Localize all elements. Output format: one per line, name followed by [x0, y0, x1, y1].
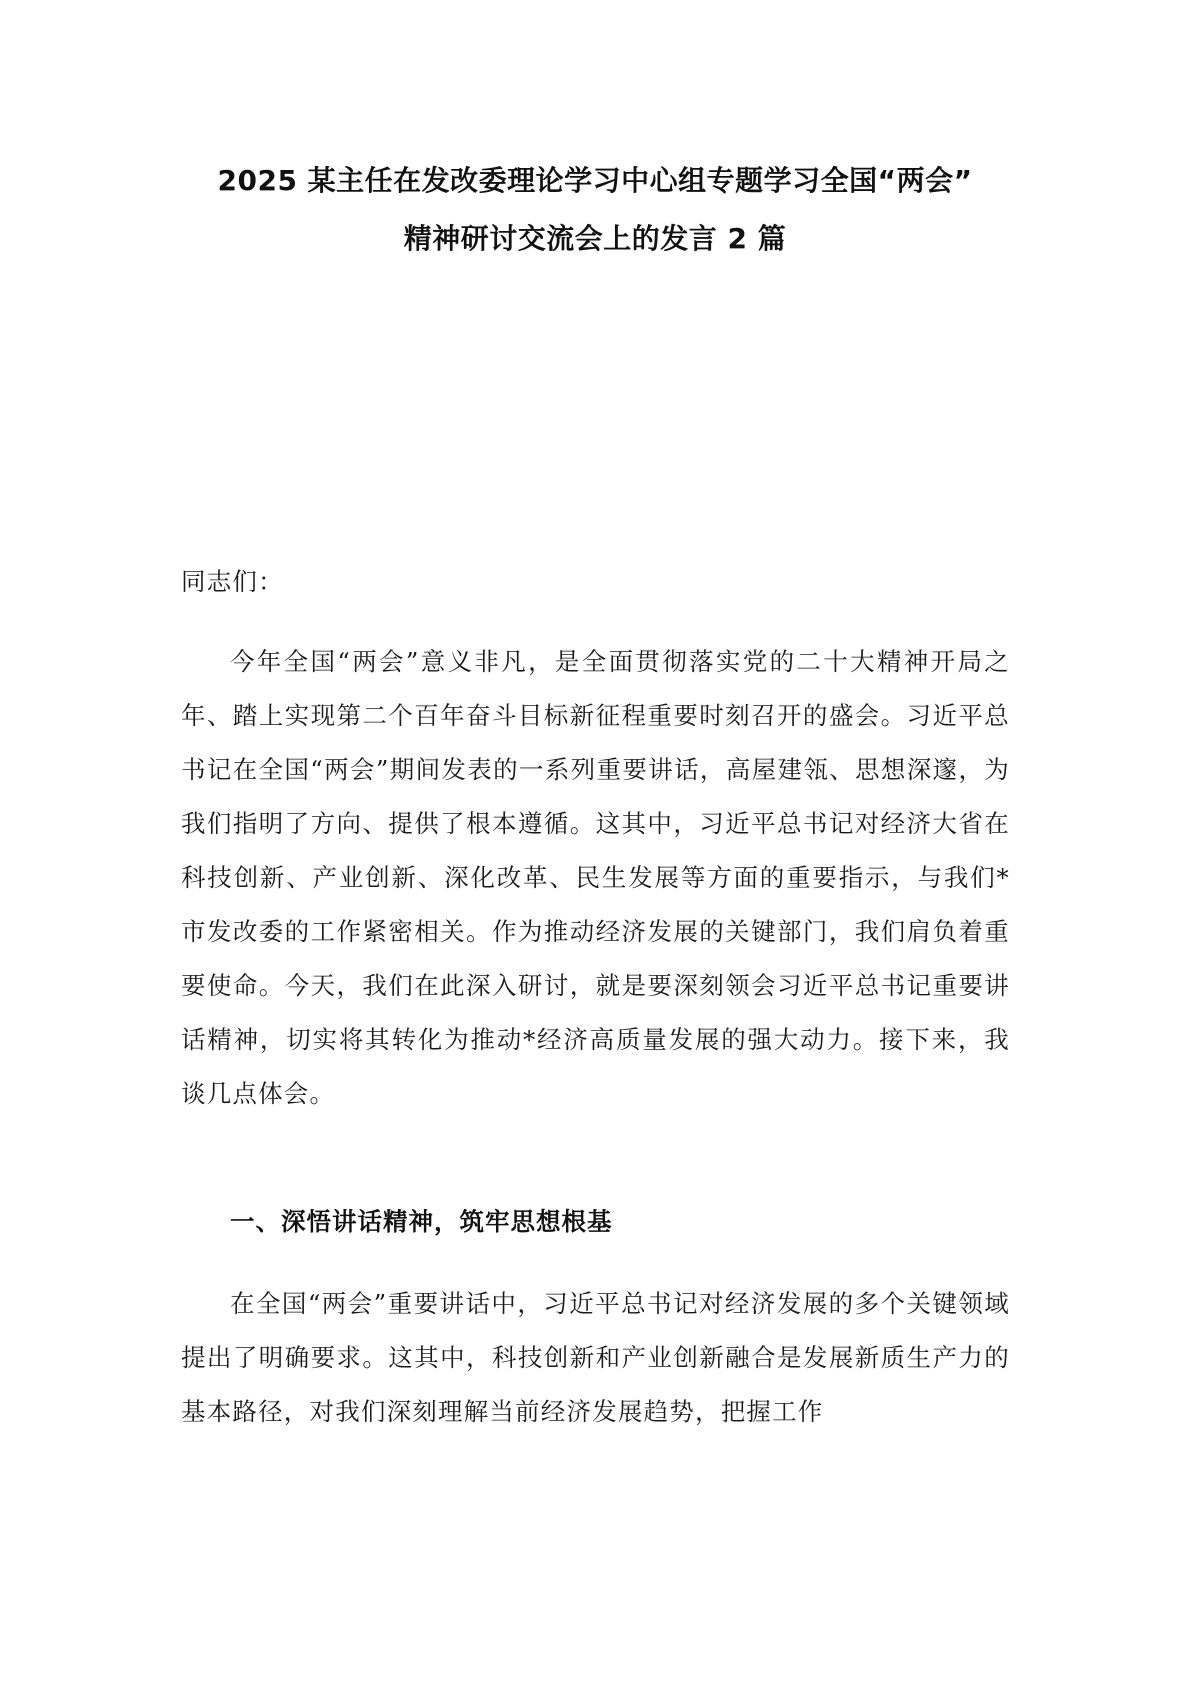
section-heading-1: 一、深悟讲话精神，筑牢思想根基 [230, 1207, 613, 1236]
paragraph-2: 在全国“两会”重要讲话中，习近平总书记对经济发展的多个关键领域提出了明确要求。这其中，科技创新和产业创新融合是发展新质生产力的基本路径，对我们深刻理解当前经济发展趋势，把握工作 [181, 1289, 1010, 1426]
document-title-line1: 2025 某主任在发改委理论学习中心组专题学习全国“两会” [217, 164, 973, 197]
paragraph-1: 今年全国“两会”意义非凡，是全面贯彻落实党的二十大精神开局之年、踏上实现第二个百年奋斗目标新征程重要时刻召开的盛会。习近平总书记在全国“两会”期间发表的一系列重要讲话，高屋建瓴、思想深邃，为我们指明了方向、提供了根本遵循。这其中，习近平总书记对经济大省在科技创新、产业创新、深化改革、民生发展等方面的重要指示，与我们*市发改委的工作紧密相关。作为推动经济发展的关键部门，我们肩负着重要使命。今天，我们在此深入研讨，就是要深刻领会习近平总书记重要讲话精神，切实将其转化为推动*经济高质量发展的强大动力。接下来，我谈几点体会。 [181, 647, 1010, 1108]
salutation: 同志们： [181, 567, 284, 596]
document-title-line2: 精神研讨交流会上的发言 2 篇 [403, 222, 787, 255]
